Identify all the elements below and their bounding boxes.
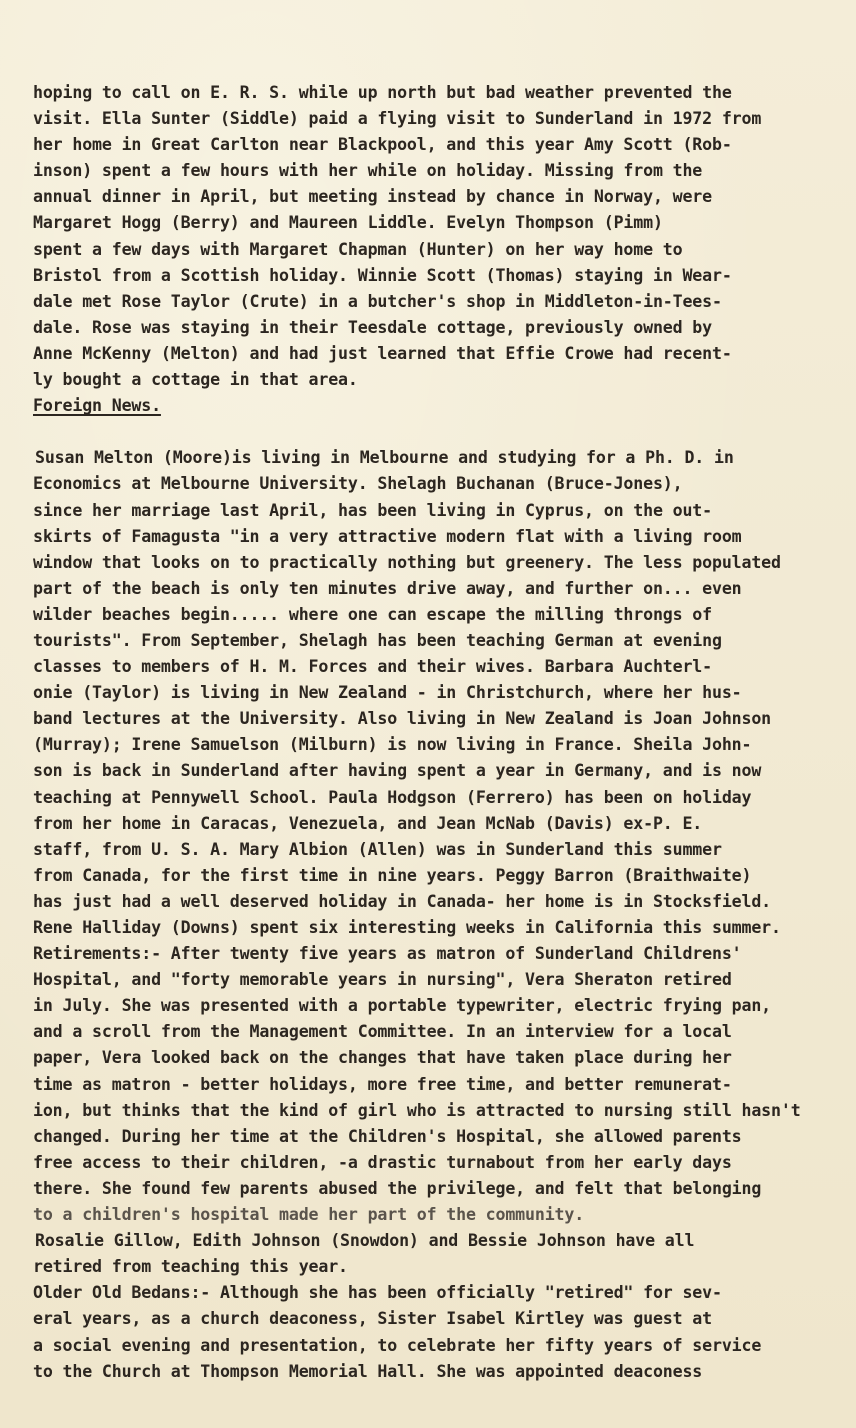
text-line: there. She found few parents abused the privilege, and felt that belonging <box>33 1178 762 1198</box>
text-line: and a scroll from the Management Committee. In an interview for a local <box>33 1022 732 1042</box>
text-line: dale. Rose was staying in their Teesdale cottage, previously owned by <box>33 317 712 337</box>
text-line: ly bought a cottage in that area. <box>33 370 358 390</box>
text-line: dale met Rose Taylor (Crute) in a butcher's shop in Middleton-in-Tees- <box>33 291 722 311</box>
text-line: spent a few days with Margaret Chapman (Hunter) on her way home to <box>33 239 683 259</box>
document-text <box>33 80 833 1385</box>
text-line: tourists". From September, Shelagh has been teaching German at evening <box>33 630 722 650</box>
text-line: eral years, as a church deaconess, Sister Isabel Kirtley was guest at <box>33 1309 712 1329</box>
text-line: from Canada, for the first time in nine years. Peggy Barron (Braithwaite) <box>33 865 752 885</box>
text-line: has just had a well deserved holiday in Canada- her home is in Stocksfield. <box>33 891 772 911</box>
text-line: inson) spent a few hours with her while on holiday. Missing from the <box>33 161 703 181</box>
text-line: since her marriage last April, has been living in Cyprus, on the out- <box>33 500 712 520</box>
text-line: hoping to call on E. R. S. while up north but bad weather prevented the <box>33 83 732 102</box>
section-heading-foreign-news: Foreign News. <box>33 396 161 416</box>
text-line-older-old-bedans: Older Old Bedans:- Although she has been officially "retired" for sev- <box>33 1283 722 1303</box>
text-line: staff, from U. S. A. Mary Albion (Allen) was in Sunderland this summer <box>33 839 722 859</box>
text-line: Margaret Hogg (Berry) and Maureen Liddle. Evelyn Thompson (Pimm) <box>33 213 663 233</box>
text-line: Rene Halliday (Downs) spent six interesting weeks in California this summer. <box>33 918 781 937</box>
text-line: free access to their children, -a drastic turnabout from her early days <box>33 1152 732 1172</box>
text-line: her home in Great Carlton near Blackpool, and this year Amy Scott (Rob- <box>33 135 732 155</box>
text-line: Hospital, and "forty memorable years in nursing", Vera Sheraton retired <box>33 970 732 990</box>
text-line-retirements: Retirements:- After twenty five years as matron of Sunderland Childrens' <box>33 944 742 964</box>
text-line: onie (Taylor) is living in New Zealand - in Christchurch, where her hus- <box>33 683 742 703</box>
text-line: time as matron - better holidays, more free time, and better remunerat- <box>33 1074 732 1094</box>
text-line: (Murray); Irene Samuelson (Milburn) is now living in France. Sheila John- <box>33 735 752 755</box>
text-line: ion, but thinks that the kind of girl who is attracted to nursing still hasn't <box>33 1100 801 1120</box>
text-line: Susan Melton (Moore)is living in Melbourne and studying for a Ph. D. in <box>35 448 734 468</box>
text-line: annual dinner in April, but meeting instead by chance in Norway, were <box>33 187 712 207</box>
text-line: part of the beach is only ten minutes drive away, and further on... even <box>33 578 742 598</box>
text-line: paper, Vera looked back on the changes that have taken place during her <box>33 1048 732 1068</box>
text-line: a social evening and presentation, to celebrate her fifty years of service <box>33 1335 762 1355</box>
text-line: from her home in Caracas, Venezuela, and Jean McNab (Davis) ex-P. E. <box>33 813 703 833</box>
text-line: to the Church at Thompson Memorial Hall. She was appointed deaconess <box>33 1361 703 1381</box>
text-line: wilder beaches begin..... where one can escape the milling throngs of <box>33 604 712 624</box>
text-line: in July. She was presented with a portable typewriter, electric frying pan, <box>33 996 772 1016</box>
text-line: visit. Ella Sunter (Siddle) paid a flying visit to Sunderland in 1972 from <box>33 109 762 129</box>
text-line: teaching at Pennywell School. Paula Hodgson (Ferrero) has been on holiday <box>33 787 752 807</box>
text-line: changed. During her time at the Children's Hospital, she allowed parents <box>33 1126 742 1146</box>
text-line: to a children's hospital made her part of the community. <box>33 1205 585 1225</box>
blank-line <box>33 419 833 445</box>
text-line: Economics at Melbourne University. Shelagh Buchanan (Bruce-Jones), <box>33 474 683 494</box>
text-line: Anne McKenny (Melton) and had just learned that Effie Crowe had recent- <box>33 343 732 363</box>
text-line: son is back in Sunderland after having spent a year in Germany, and is now <box>33 761 762 781</box>
text-line: retired from teaching this year. <box>33 1257 348 1277</box>
text-line: classes to members of H. M. Forces and their wives. Barbara Auchterl- <box>33 657 712 677</box>
text-line: window that looks on to practically nothing but greenery. The less populated <box>33 552 781 572</box>
text-line: Rosalie Gillow, Edith Johnson (Snowdon) and Bessie Johnson have all <box>35 1231 695 1251</box>
text-line: skirts of Famagusta "in a very attractive modern flat with a living room <box>33 526 742 546</box>
text-line: Bristol from a Scottish holiday. Winnie Scott (Thomas) staying in Wear- <box>33 265 732 285</box>
text-line: band lectures at the University. Also living in New Zealand is Joan Johnson <box>33 709 772 729</box>
